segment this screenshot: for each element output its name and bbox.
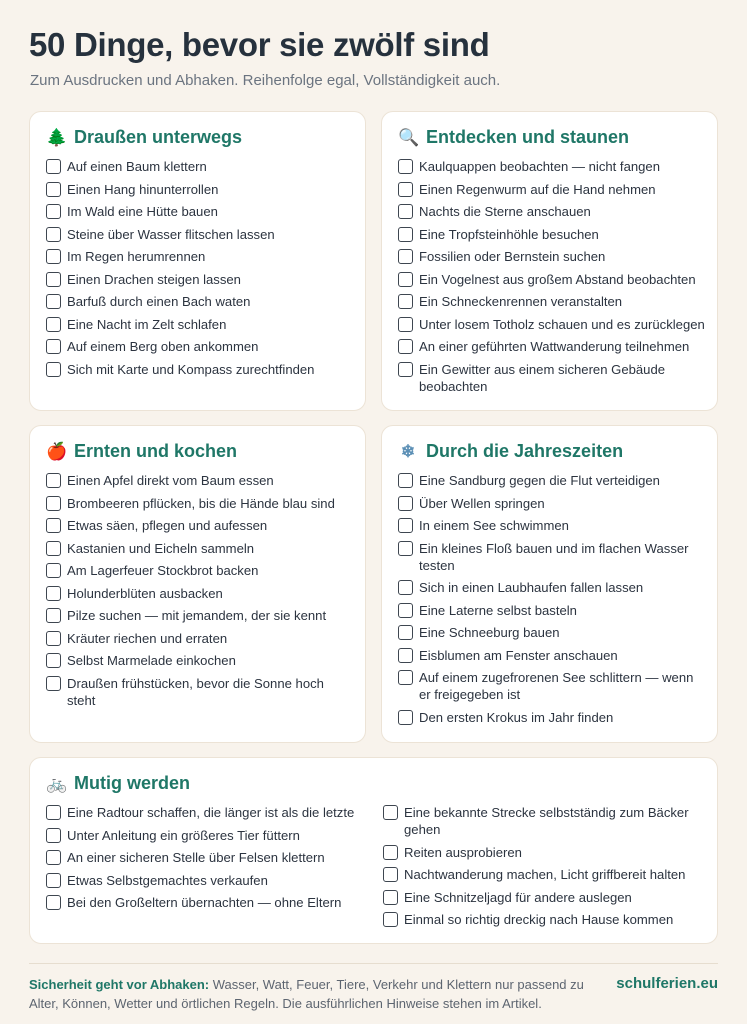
checklist-item[interactable] [46,495,355,512]
checklist-item[interactable] [383,911,707,928]
checklist-item-label: An einer geführten Wattwanderung teilnehmen [419,339,690,354]
checklist-item[interactable] [398,624,707,641]
checkbox[interactable] [46,496,61,511]
checklist-item[interactable] [46,271,355,288]
checklist-item-label: Ein Vogelnest aus großem Abstand beobachten [419,271,696,287]
checkbox[interactable] [46,362,61,377]
checkbox[interactable] [398,580,413,595]
checklist-item-label: Am Lagerfeuer Stockbrot backen [67,563,259,578]
checklist-item-label: Kaulquappen beobachten — nicht fangen [419,159,660,174]
checklist-item[interactable] [46,361,355,378]
checklist-item[interactable] [46,316,355,333]
checklist-item-label: Sich in einen Laubhaufen fallen lassen [419,580,644,595]
checklist-item[interactable] [46,293,355,310]
checklist-item-label: Ein kleines Floß bauen und im flachen Wasser testen [419,540,689,573]
checklist-item-label: Im Regen herumrennen [67,249,206,264]
checklist-item-label: Auf einem Berg oben ankommen [67,339,259,354]
checklist-right [383,804,707,934]
checkbox[interactable] [46,249,61,264]
checklist-item[interactable] [46,248,355,265]
checkbox[interactable] [46,204,61,219]
checkbox[interactable] [398,249,413,264]
checklist-item[interactable] [398,226,707,243]
checklist-item-label: Eine Schnitzeljagd für andere auslegen [404,889,632,905]
apple-icon: 🍎 [46,441,68,461]
checklist-item-label: Im Wald eine Hütte bauen [67,204,218,219]
checkbox[interactable] [46,608,61,623]
page-title: 50 Dinge, bevor sie zwölf sind [29,26,490,63]
checkbox[interactable] [383,867,398,882]
safety-note [29,975,589,1013]
checkbox[interactable] [46,895,61,910]
checkbox[interactable] [46,317,61,332]
checkbox[interactable] [398,182,413,197]
checkbox[interactable] [46,586,61,601]
checklist-item[interactable] [46,540,355,557]
checklist-item[interactable] [383,866,707,883]
tree-icon: 🌲 [46,127,68,147]
checklist-item-label: Kastanien und Eicheln sammeln [67,540,255,556]
checklist-item[interactable] [46,607,355,624]
checkbox[interactable] [46,182,61,197]
checkbox[interactable] [398,625,413,640]
checklist-item-label: Über Wellen springen [419,495,545,511]
checklist-item-label: Einen Regenwurm auf die Hand nehmen [419,181,656,197]
checklist-item[interactable] [46,181,355,198]
safety-note-text: Wasser, Watt, Feuer, Tiere, Verkehr und Klettern nur passend zu Alter, Können, Wetter und örtlichen Regeln. Die ausführlichen Hinweise stehen im Artikel. [29,977,584,1011]
checklist-item[interactable] [398,517,707,534]
checklist-item-label: Steine über Wasser flitschen lassen [67,226,275,242]
checkbox[interactable] [46,272,61,287]
checkbox[interactable] [46,541,61,556]
checklist-item-label: Eisblumen am Fenster anschauen [419,647,618,663]
checklist [46,158,355,383]
checklist-item-label: In einem See schwimmen [419,518,569,533]
checkbox[interactable] [398,648,413,663]
checklist-item[interactable] [398,579,707,596]
checklist-item[interactable] [398,495,707,512]
checklist-item[interactable] [383,844,707,861]
checkbox[interactable] [398,670,413,685]
checklist-item-label: Nachtwanderung machen, Licht griffbereit halten [404,867,686,882]
section-heading: ❄ Durch die Jahreszeiten [398,441,623,462]
section-card-mutig [29,757,718,944]
checklist-item[interactable] [46,585,355,602]
checkbox[interactable] [46,563,61,578]
checklist-item[interactable] [46,338,355,355]
checklist-item[interactable] [46,827,383,844]
checkbox[interactable] [398,294,413,309]
checkbox[interactable] [46,294,61,309]
checkbox[interactable] [398,272,413,287]
footer-divider [29,963,718,964]
checkbox[interactable] [46,828,61,843]
checklist-item[interactable] [398,158,707,175]
checkbox[interactable] [46,653,61,668]
checklist-item[interactable] [398,361,707,395]
checkbox[interactable] [398,339,413,354]
checklist-item-label: Ein Schneckenrennen veranstalten [419,294,623,309]
checklist-item[interactable] [398,248,707,265]
checklist [398,472,707,731]
checkbox[interactable] [46,159,61,174]
checklist-item[interactable] [46,158,355,175]
checkbox[interactable] [46,805,61,820]
checkbox[interactable] [46,631,61,646]
checklist-item-label: Ein Gewitter aus einem sicheren Gebäude beobachten [419,361,666,394]
checkbox[interactable] [46,850,61,865]
checklist-item-label: Holunderblüten ausbacken [67,585,223,601]
checklist-item-label: Etwas Selbstgemachtes verkaufen [67,872,268,888]
checklist-item-label: Sich mit Karte und Kompass zurechtfinden [67,361,315,377]
checklist-item[interactable] [398,181,707,198]
section-card-ernten [29,425,366,743]
checklist-item[interactable] [46,804,383,821]
checklist-item-label: Barfuß durch einen Bach waten [67,294,251,309]
magnifier-icon: 🔍 [398,127,420,147]
checklist-item-label: Pilze suchen — mit jemandem, der sie kennt [67,608,327,623]
page-subtitle: Zum Ausdrucken und Abhaken. Reihenfolge egal, Vollständigkeit auch. [30,72,501,89]
section-card-draussen [29,111,366,411]
bicycle-icon: 🚲 [46,773,68,793]
checkbox[interactable] [46,518,61,533]
checklist-item-label: Auf einem zugefrorenen See schlittern — wenn er freigegeben ist [419,670,694,702]
checklist-item[interactable] [398,293,707,310]
checklist-item[interactable] [398,602,707,619]
checklist-item-label: Einen Hang hinunterrollen [67,181,219,197]
checklist-item-label: Unter losem Totholz schauen und es zurücklegen [419,316,705,332]
checklist-item-label: Einmal so richtig dreckig nach Hause kommen [404,912,674,927]
checklist-item-label: Einen Drachen steigen lassen [67,271,241,287]
checkbox[interactable] [383,912,398,927]
checklist-item[interactable] [398,271,707,288]
checkbox[interactable] [46,873,61,888]
section-heading: 🚲 Mutig werden [46,773,190,793]
checklist-left [46,804,383,934]
checklist-item-label: Den ersten Krokus im Jahr finden [419,709,614,725]
checkbox[interactable] [398,159,413,174]
checklist-item[interactable] [46,517,355,534]
checklist-item-label: Brombeeren pflücken, bis die Hände blau sind [67,495,335,511]
checklist-item-label: Auf einen Baum klettern [67,159,207,174]
checklist-item[interactable] [398,472,707,489]
checklist-item-label: Eine Nacht im Zelt schlafen [67,316,227,332]
checklist-item[interactable] [46,894,383,911]
checkbox[interactable] [398,317,413,332]
checklist-item[interactable] [46,675,355,709]
checklist-item[interactable] [383,804,707,838]
checklist-item[interactable] [46,630,355,647]
checkbox[interactable] [398,496,413,511]
checkbox[interactable] [46,227,61,242]
section-heading: 🌲 Draußen unterwegs [46,127,243,147]
checkbox[interactable] [46,473,61,488]
snowflake-icon: ❄ [400,441,416,461]
brand-logo-text: schulferien.eu [616,975,718,992]
checklist-item[interactable] [46,226,355,243]
checklist-item-label: Einen Apfel direkt vom Baum essen [67,473,274,488]
checklist-item-label: Eine Laterne selbst basteln [419,602,577,618]
checklist-item[interactable] [398,647,707,664]
checklist-item-label: Eine Sandburg gegen die Flut verteidigen [419,473,660,488]
checkbox[interactable] [398,603,413,618]
checklist-item[interactable] [383,889,707,906]
checklist [46,472,355,714]
checkbox[interactable] [46,339,61,354]
checklist-item[interactable] [398,669,707,703]
checklist-item[interactable] [398,316,707,333]
checklist-item-label: Eine bekannte Strecke selbstständig zum Bäcker gehen [404,805,689,837]
checklist-item[interactable] [46,203,355,220]
section-card-jahreszeiten [381,425,718,743]
checklist-item[interactable] [398,338,707,355]
checklist-item-label: Etwas säen, pflegen und aufessen [67,518,268,533]
checkbox[interactable] [398,710,413,725]
checklist-item[interactable] [46,472,355,489]
checklist-item[interactable] [398,540,707,574]
checkbox[interactable] [398,473,413,488]
checkbox[interactable] [383,890,398,905]
checklist-item-label: Kräuter riechen und erraten [67,630,228,646]
checklist-item-label: Unter Anleitung ein größeres Tier füttern [67,827,300,843]
checklist-item-label: Reiten ausprobieren [404,844,522,860]
checkbox[interactable] [398,204,413,219]
checklist-item-label: Nachts die Sterne anschauen [419,204,591,219]
checklist-item[interactable] [398,203,707,220]
section-heading: 🔍 Entdecken und staunen [398,127,630,147]
checklist-item[interactable] [46,562,355,579]
checklist-item-label: Draußen frühstücken, bevor die Sonne hoch steht [67,675,324,708]
checklist-item[interactable] [398,709,707,726]
safety-note-label: Sicherheit geht vor Abhaken: [29,977,210,992]
checkbox[interactable] [46,676,61,691]
checklist [398,158,707,400]
checkbox[interactable] [398,541,413,556]
checklist-item-label: Eine Schneeburg bauen [419,625,560,640]
checklist-item-label: Eine Tropfsteinhöhle besuchen [419,226,599,242]
checklist-item-label: An einer sicheren Stelle über Felsen klettern [67,850,325,865]
checklist-item-label: Eine Radtour schaffen, die länger ist als die letzte [67,805,355,820]
checklist-item-label: Selbst Marmelade einkochen [67,653,236,668]
checkbox[interactable] [383,805,398,820]
checkbox[interactable] [398,227,413,242]
checklist-item[interactable] [46,849,383,866]
section-heading: 🍎 Ernten und kochen [46,441,238,461]
checklist-item[interactable] [46,652,355,669]
checklist-item[interactable] [46,872,383,889]
checkbox[interactable] [383,845,398,860]
checklist-item-label: Fossilien oder Bernstein suchen [419,249,606,264]
section-card-entdecken [381,111,718,411]
checklist-item-label: Bei den Großeltern übernachten — ohne Eltern [67,895,342,910]
checkbox[interactable] [398,362,413,377]
checkbox[interactable] [398,518,413,533]
